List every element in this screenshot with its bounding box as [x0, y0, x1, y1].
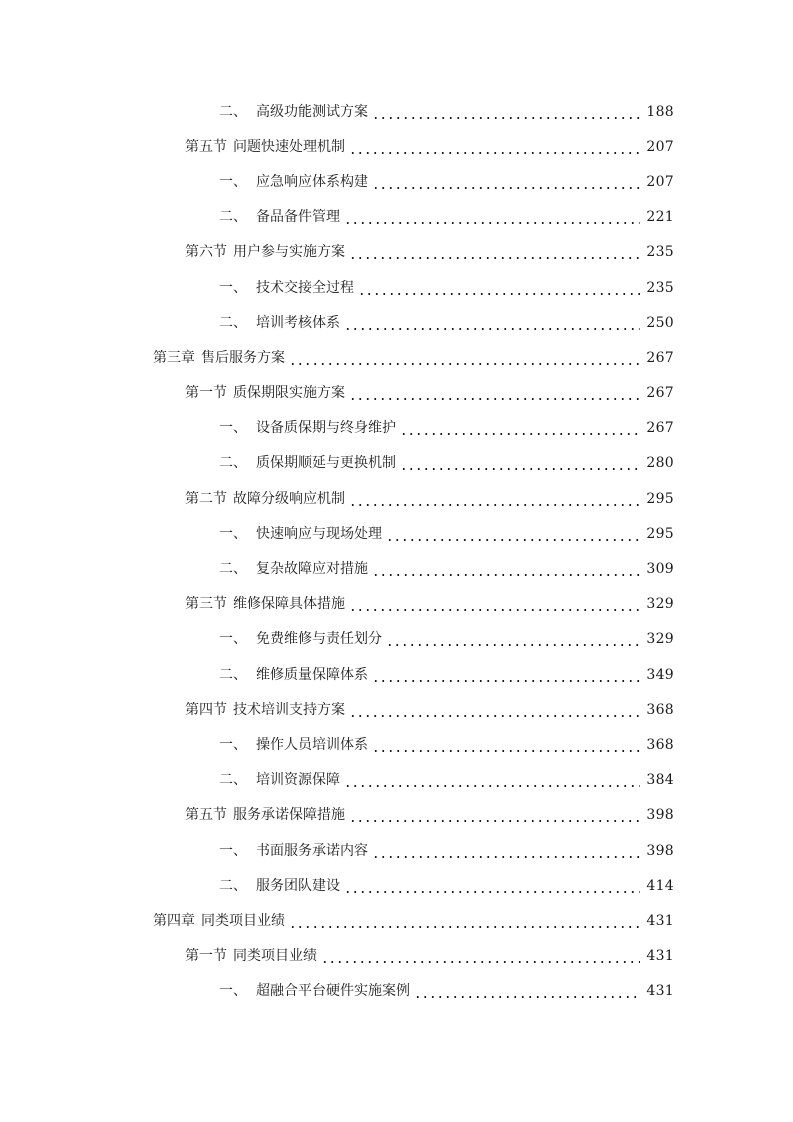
toc-dot-leader — [372, 559, 640, 579]
toc-entry-page-number: 414 — [646, 877, 674, 894]
toc-dot-leader — [386, 524, 640, 544]
toc-entry-page-number: 368 — [646, 701, 674, 718]
toc-entry-page-number: 329 — [646, 596, 674, 613]
toc-dot-leader — [349, 489, 640, 509]
toc-dot-leader — [344, 313, 640, 333]
toc-entry-title: 培训资源保障 — [256, 772, 340, 789]
toc-entry-title: 复杂故障应对措施 — [256, 561, 368, 578]
toc-entry-page-number: 398 — [646, 842, 674, 859]
toc-entry-title: 书面服务承诺内容 — [256, 842, 368, 859]
toc-dot-leader — [321, 946, 640, 966]
toc-entry-title: 同类项目业绩 — [233, 948, 317, 965]
toc-entry-number: 第三节 — [185, 596, 227, 613]
toc-entry-number: 第一节 — [185, 948, 227, 965]
toc-entry-title: 问题快速处理机制 — [233, 138, 345, 155]
toc-entry-title: 应急响应体系构建 — [256, 173, 368, 190]
toc-entry[interactable] — [0, 516, 793, 551]
toc-dot-leader — [344, 876, 640, 896]
toc-entry-title: 质保期限实施方案 — [233, 385, 345, 402]
toc-entry[interactable] — [0, 833, 793, 868]
toc-dot-leader — [372, 735, 640, 755]
toc-entry-number: 一、 — [219, 173, 247, 190]
toc-entry-title: 技术交接全过程 — [256, 279, 354, 296]
toc-entry-number: 第五节 — [185, 807, 227, 824]
toc-dot-leader — [400, 453, 640, 473]
toc-entry-page-number: 207 — [646, 138, 674, 155]
toc-dot-leader — [289, 348, 640, 368]
toc-entry-number: 一、 — [219, 279, 247, 296]
toc-entry-page-number: 267 — [646, 349, 674, 366]
toc-entry-page-number: 431 — [646, 912, 674, 929]
toc-entry-title: 故障分级响应机制 — [233, 490, 345, 507]
toc-entry-title: 售后服务方案 — [201, 349, 285, 366]
toc-entry-number: 二、 — [219, 314, 247, 331]
toc-entry[interactable] — [0, 868, 793, 903]
toc-entry[interactable] — [0, 727, 793, 762]
toc-entry-number: 第四章 — [153, 912, 195, 929]
toc-entry-number: 一、 — [219, 631, 247, 648]
toc-entry[interactable] — [0, 94, 793, 129]
toc-dot-leader — [349, 242, 640, 262]
toc-entry[interactable] — [0, 164, 793, 199]
toc-entry-page-number: 309 — [646, 561, 674, 578]
toc-entry-title: 超融合平台硬件实施案例 — [256, 983, 410, 1000]
toc-entry-title: 免费维修与责任划分 — [256, 631, 382, 648]
toc-entry-number: 一、 — [219, 983, 247, 1000]
toc-entry[interactable] — [0, 692, 793, 727]
toc-entry-title: 技术培训支持方案 — [233, 701, 345, 718]
toc-dot-leader — [400, 418, 640, 438]
toc-entry-number: 二、 — [219, 455, 247, 472]
toc-entry-page-number: 295 — [646, 490, 674, 507]
toc-entry-number: 一、 — [219, 736, 247, 753]
toc-entry[interactable] — [0, 129, 793, 164]
toc-entry-title: 维修保障具体措施 — [233, 596, 345, 613]
toc-entry-number: 二、 — [219, 103, 247, 120]
table-of-contents — [0, 94, 793, 1009]
toc-entry-number: 第二节 — [185, 490, 227, 507]
toc-entry-number: 二、 — [219, 666, 247, 683]
toc-dot-leader — [372, 841, 640, 861]
toc-dot-leader — [349, 137, 640, 157]
toc-entry-number: 第五节 — [185, 138, 227, 155]
toc-entry-page-number: 398 — [646, 807, 674, 824]
toc-entry-number: 第三章 — [153, 349, 195, 366]
toc-entry[interactable] — [0, 270, 793, 305]
toc-entry-page-number: 250 — [646, 314, 674, 331]
toc-entry-title: 质保期顺延与更换机制 — [256, 455, 396, 472]
toc-entry-number: 一、 — [219, 525, 247, 542]
toc-entry-page-number: 295 — [646, 525, 674, 542]
toc-entry-title: 快速响应与现场处理 — [256, 525, 382, 542]
toc-dot-leader — [349, 700, 640, 720]
toc-entry-title: 设备质保期与终身维护 — [256, 420, 396, 437]
toc-entry-page-number: 235 — [646, 279, 674, 296]
toc-entry-page-number: 267 — [646, 420, 674, 437]
toc-entry-title: 高级功能测试方案 — [256, 103, 368, 120]
toc-entry-title: 备品备件管理 — [256, 209, 340, 226]
toc-entry-page-number: 207 — [646, 173, 674, 190]
toc-entry-page-number: 188 — [646, 103, 674, 120]
toc-entry-number: 第一节 — [185, 385, 227, 402]
toc-entry-page-number: 267 — [646, 385, 674, 402]
toc-entry-page-number: 368 — [646, 736, 674, 753]
toc-entry[interactable] — [0, 446, 793, 481]
toc-entry-title: 操作人员培训体系 — [256, 736, 368, 753]
toc-dot-leader — [344, 207, 640, 227]
toc-entry-title: 服务团队建设 — [256, 877, 340, 894]
toc-entry-title: 同类项目业绩 — [201, 912, 285, 929]
toc-entry-title: 服务承诺保障措施 — [233, 807, 345, 824]
toc-dot-leader — [414, 981, 640, 1001]
toc-entry-page-number: 221 — [646, 209, 674, 226]
toc-entry[interactable] — [0, 411, 793, 446]
toc-entry-number: 二、 — [219, 209, 247, 226]
toc-dot-leader — [349, 594, 640, 614]
toc-dot-leader — [386, 629, 640, 649]
toc-entry[interactable] — [0, 305, 793, 340]
toc-entry-number: 二、 — [219, 877, 247, 894]
toc-entry[interactable] — [0, 974, 793, 1009]
toc-dot-leader — [344, 770, 640, 790]
toc-entry[interactable] — [0, 657, 793, 692]
toc-entry[interactable] — [0, 481, 793, 516]
toc-dot-leader — [372, 172, 640, 192]
toc-entry[interactable] — [0, 587, 793, 622]
toc-dot-leader — [372, 102, 640, 122]
toc-dot-leader — [289, 911, 640, 931]
toc-entry-number: 第四节 — [185, 701, 227, 718]
toc-entry-title: 维修质量保障体系 — [256, 666, 368, 683]
toc-entry-page-number: 280 — [646, 455, 674, 472]
toc-entry-page-number: 349 — [646, 666, 674, 683]
toc-entry-page-number: 431 — [646, 948, 674, 965]
toc-entry-number: 第六节 — [185, 244, 227, 261]
toc-entry-page-number: 235 — [646, 244, 674, 261]
toc-entry-title: 用户参与实施方案 — [233, 244, 345, 261]
toc-entry-page-number: 431 — [646, 983, 674, 1000]
toc-entry-number: 二、 — [219, 561, 247, 578]
toc-dot-leader — [349, 805, 640, 825]
toc-entry[interactable] — [0, 340, 793, 375]
toc-entry[interactable] — [0, 200, 793, 235]
toc-dot-leader — [358, 278, 640, 298]
toc-entry-number: 一、 — [219, 842, 247, 859]
toc-dot-leader — [372, 665, 640, 685]
toc-entry[interactable] — [0, 903, 793, 938]
toc-entry-title: 培训考核体系 — [256, 314, 340, 331]
toc-entry[interactable] — [0, 376, 793, 411]
toc-entry[interactable] — [0, 622, 793, 657]
toc-entry[interactable] — [0, 939, 793, 974]
toc-entry[interactable] — [0, 235, 793, 270]
toc-entry-number: 一、 — [219, 420, 247, 437]
toc-entry-number: 二、 — [219, 772, 247, 789]
toc-entry[interactable] — [0, 551, 793, 586]
toc-entry-page-number: 384 — [646, 772, 674, 789]
toc-entry-page-number: 329 — [646, 631, 674, 648]
toc-entry[interactable] — [0, 798, 793, 833]
toc-dot-leader — [349, 383, 640, 403]
toc-entry[interactable] — [0, 763, 793, 798]
